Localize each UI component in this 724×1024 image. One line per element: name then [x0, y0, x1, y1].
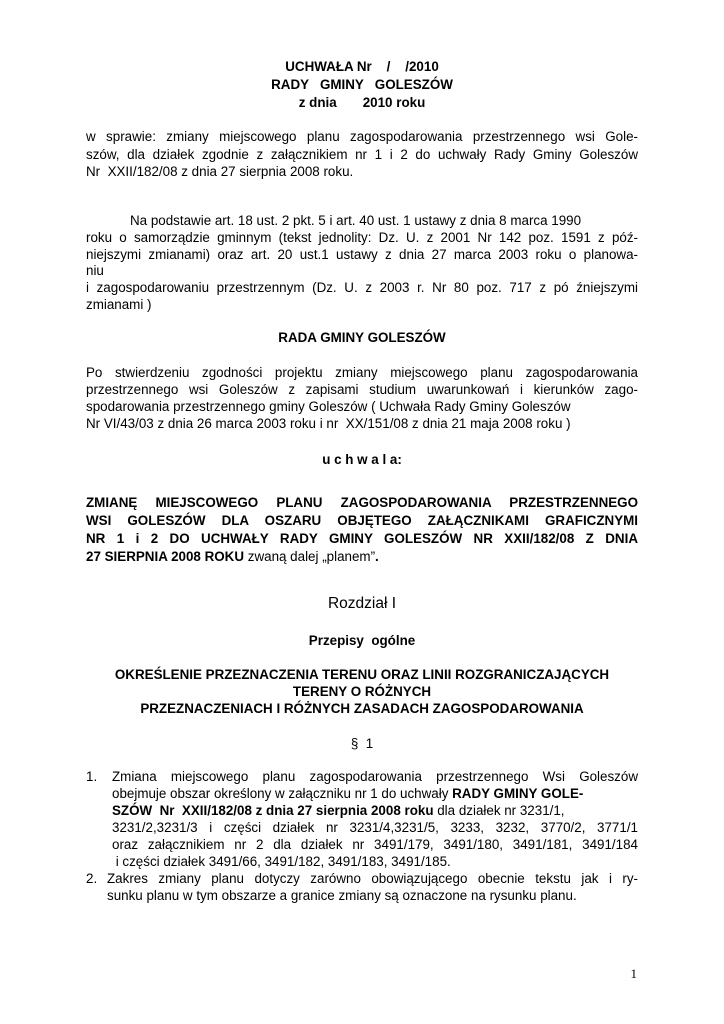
- chapter-title: Rozdział I: [327, 595, 397, 612]
- basis-line-3: niejszymi zmianami) oraz art. 20 ust.1 ustawy z dnia 27 marca 2003 roku o planowa-: [86, 247, 638, 262]
- item-1-number: 1.: [86, 769, 98, 784]
- subject-line-2: szów, dla działek zgodnie z załącznikiem nr 1 i 2 do uchwały Rady Gminy Goleszów: [86, 147, 638, 162]
- council-heading: RADA GMINY GOLESZÓW: [278, 330, 446, 345]
- decision-line-3: NR 1 i 2 DO UCHWAŁY RADY GMINY GOLESZÓW NR XXII/182/08 Z DNIA: [86, 531, 638, 546]
- item-1-line-6: i części działek 3491/66, 3491/182, 3491/183, 3491/185.: [112, 854, 451, 869]
- item-1-line-5: oraz załącznikiem nr 2 dla działek nr 3491/179, 3491/180, 3491/181, 3491/184: [112, 837, 638, 852]
- section-mark: § 1: [350, 736, 374, 751]
- basis-line-5: i zagospodarowaniu przestrzennym (Dz. U. z 2003 r. Nr 80 poz. 717 z pó źniejszymi: [86, 280, 638, 295]
- decision-line-2: WSI GOLESZÓW DLA OSZARU OBJĘTEGO ZAŁĄCZNIKAMI GRAFICZNYMI: [86, 513, 638, 528]
- decision-line-4: [86, 548, 379, 565]
- finding-line-4: Nr VI/43/03 z dnia 26 marca 2003 roku i nr XX/151/08 z dnia 21 maja 2008 roku ): [86, 416, 571, 431]
- page-number: 1: [630, 966, 637, 981]
- council-name: RADY GMINY GOLESZÓW: [271, 77, 453, 92]
- subject-line-3: Nr XXII/182/08 z dnia 27 sierpnia 2008 roku.: [86, 164, 354, 179]
- resolution-date: z dnia 2010 roku: [298, 95, 426, 110]
- item-2-number: 2.: [86, 871, 98, 886]
- item-2-line-2: sunku planu w tym obszarze a granice zmiany są oznaczone na rysunku planu.: [107, 888, 577, 903]
- finding-line-1: Po stwierdzeniu zgodności projektu zmiany miejscowego planu zagospodarowania: [86, 365, 638, 380]
- item-1-line-3-text: dla działek nr 3231/1,: [433, 803, 565, 818]
- chapter-subtitle: Przepisy ogólne: [308, 633, 416, 648]
- item-1-line-4: 3231/2,3231/3 i części działek nr 3231/4,3231/5, 3233, 3232, 3770/2, 3771/1: [112, 820, 638, 835]
- resolution-title: UCHWAŁA Nr / /2010: [285, 59, 439, 74]
- decision-line-1: ZMIANĘ MIEJSCOWEGO PLANU ZAGOSPODAROWANIA PRZESTRZENNEGO: [86, 495, 638, 510]
- resolves-label: u c h w a l a:: [322, 452, 402, 467]
- item-1-line-3: [112, 802, 565, 819]
- decision-date-bold: 27 SIERPNIA 2008 ROKU: [86, 549, 245, 564]
- basis-line-1: Na podstawie art. 18 ust. 2 pkt. 5 i art. 40 ust. 1 ustawy z dnia 8 marca 1990: [130, 213, 582, 228]
- decision-period: .: [375, 549, 379, 564]
- chapter-heading-line-2: TERENY O RÓŻNYCH: [292, 684, 432, 699]
- item-1-line-2-text: obejmuje obszar określony w załączniku nr 1 do uchwały: [112, 786, 453, 801]
- item-1-line-1: Zmiana miejscowego planu zagospodarowania przestrzennego Wsi Goleszów: [112, 769, 638, 784]
- item-1-line-2: [112, 785, 583, 802]
- basis-line-2: roku o samorządzie gminnym (tekst jednolity: Dz. U. z 2001 Nr 142 poz. 1591 z póź-: [86, 230, 638, 245]
- finding-line-3: spodarowania przestrzennego gminy Goleszów ( Uchwała Rady Gminy Goleszów: [86, 399, 571, 414]
- basis-line-4: niu: [86, 263, 104, 278]
- finding-line-2: przestrzennego wsi Goleszów z zapisami studium uwarunkowań i kierunków zago-: [86, 382, 638, 397]
- decision-plan-note: zwaną dalej „planem”: [244, 549, 376, 564]
- item-2-line-1: Zakres zmiany planu dotyczy zarówno obowiązującego obecnie tekstu jak i ry-: [107, 871, 638, 886]
- item-1-line-3-bold: SZÓW Nr XXII/182/08 z dnia 27 sierpnia 2008 roku: [112, 803, 434, 818]
- item-1-line-2-bold: RADY GMINY GOLE-: [452, 786, 584, 801]
- chapter-heading-line-3: PRZEZNACZENIACH I RÓŻNYCH ZASADACH ZAGOSPODAROWANIA: [140, 701, 584, 716]
- basis-line-6: zmianami ): [86, 297, 152, 312]
- chapter-heading-line-1: OKREŚLENIE PRZEZNACZENIA TERENU ORAZ LINII ROZGRANICZAJĄCYCH: [114, 667, 610, 682]
- subject-line-1: w sprawie: zmiany miejscowego planu zagospodarowania przestrzennego wsi Gole-: [86, 129, 638, 144]
